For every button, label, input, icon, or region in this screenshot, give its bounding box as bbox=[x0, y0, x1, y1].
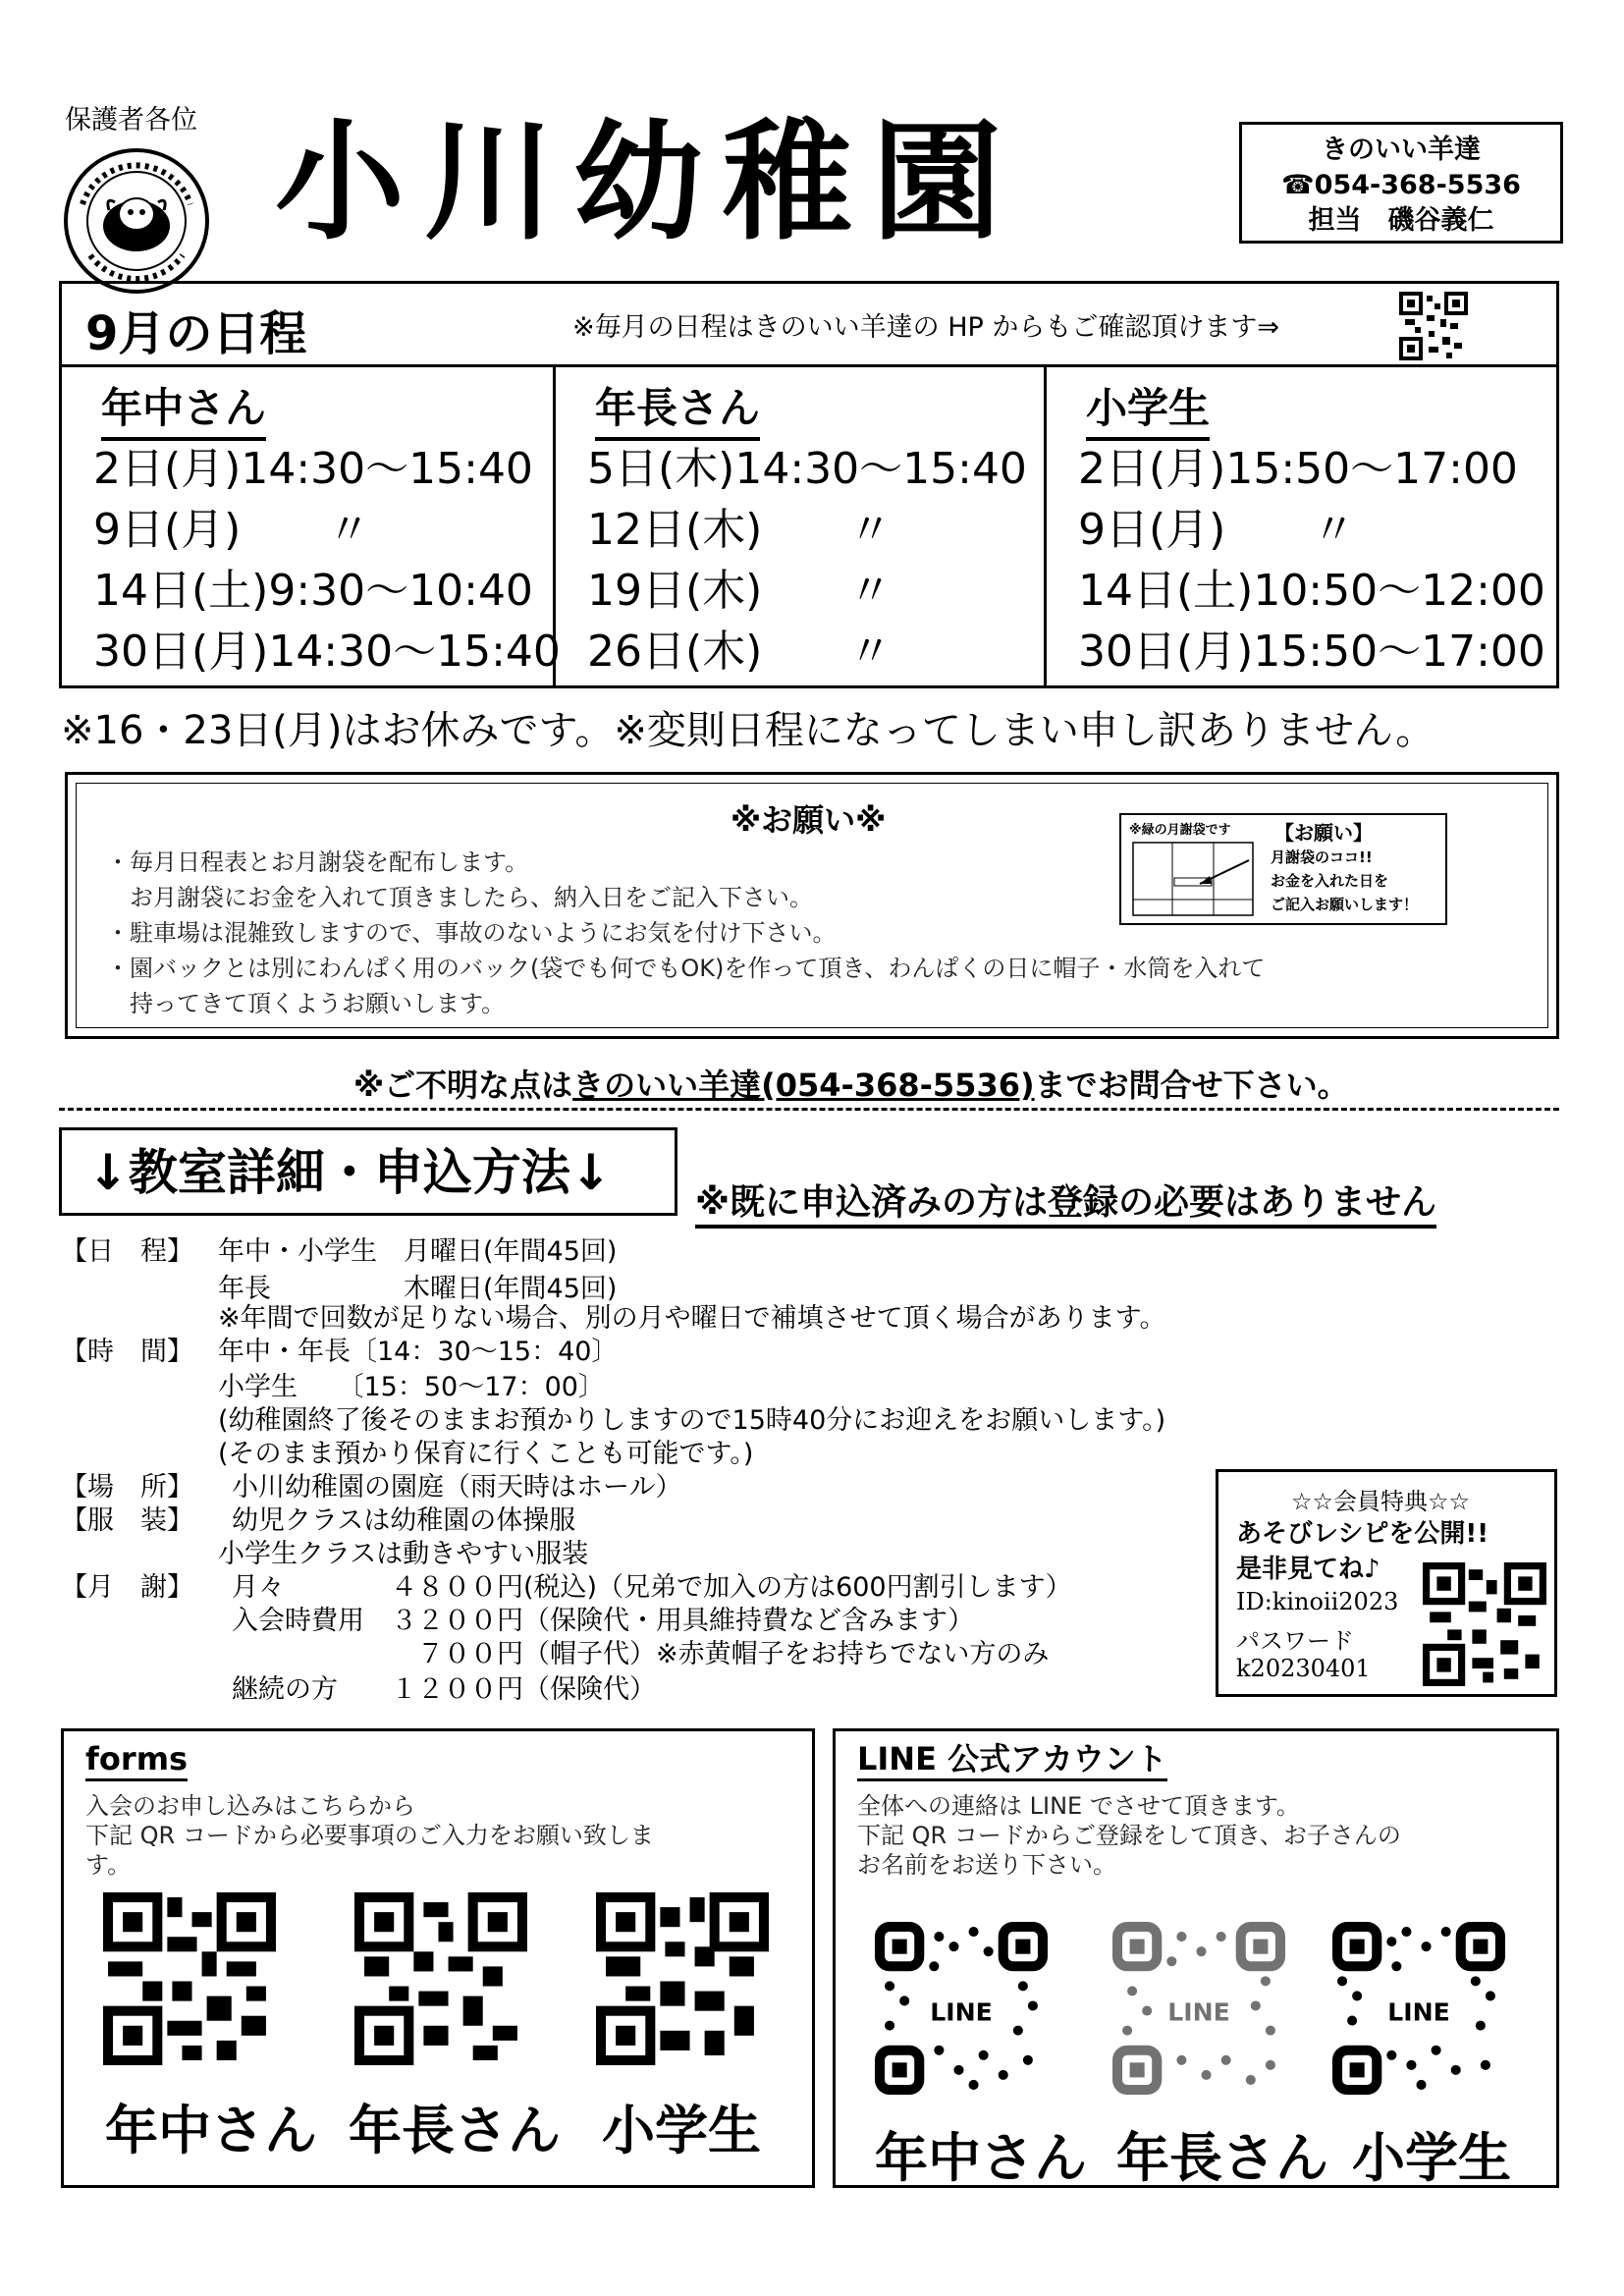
column-label: 年長さん bbox=[595, 376, 760, 441]
forms-qr-nencho-icon[interactable] bbox=[354, 1892, 527, 2065]
detail-line: (幼稚園終了後そのままお預かりしますので15時40分にお迎えをお願いします。) bbox=[218, 1405, 1166, 1436]
line-qr-nenchu-icon[interactable] bbox=[875, 1922, 1048, 2095]
line-qr-label: 年長さん bbox=[1116, 2127, 1328, 2189]
detail-line: ７００円（帽子代）※赤黄帽子をお持ちでない方のみ bbox=[232, 1639, 1050, 1669]
inquiry-note bbox=[353, 1061, 1349, 1106]
schedule-title: 9月の日程 bbox=[85, 306, 307, 361]
member-title: ☆☆会員特典☆☆ bbox=[1291, 1488, 1471, 1515]
forms-qr-elementary-icon[interactable] bbox=[596, 1892, 769, 2065]
schedule-line: 26日(木) 〃 bbox=[587, 627, 893, 677]
forms-qr-label: 年中さん bbox=[105, 2100, 317, 2161]
contact-org: きのいい羊達 bbox=[1322, 135, 1481, 165]
inquiry-suffix: までお問合せ下さい。 bbox=[1034, 1066, 1349, 1104]
schedule-line: 2日(月)14:30～15:40 bbox=[93, 444, 533, 494]
schedule-line: 30日(月)14:30～15:40 bbox=[93, 627, 561, 677]
schedule-column-nencho bbox=[553, 364, 1047, 688]
forms-line: 下記 QR コードから必要事項のご入力をお願い致しま bbox=[85, 1822, 654, 1849]
detail-line: 小学生 〔15：50～17：00〕 bbox=[218, 1372, 605, 1402]
holiday-note: ※16・23日(月)はお休みです。※変則日程になってしまい申し訳ありません。 bbox=[61, 708, 1435, 753]
member-line: あそびレシピを公開!! bbox=[1236, 1519, 1489, 1549]
schedule-line: 5日(木)14:30～15:40 bbox=[587, 444, 1027, 494]
schedule-table bbox=[59, 281, 1559, 688]
dashed-divider bbox=[59, 1108, 1559, 1111]
line-qr-text: LINE bbox=[930, 1997, 993, 2027]
guardians-salutation: 保護者各位 bbox=[65, 105, 197, 136]
detail-title: ↓教室詳細・申込方法↓ bbox=[59, 1127, 677, 1216]
line-line: 全体への連絡は LINE でさせて頂きます。 bbox=[857, 1792, 1300, 1820]
detail-line: 小川幼稚園の園庭（雨天時はホール） bbox=[232, 1472, 682, 1503]
member-id: ID:kinoii2023 bbox=[1236, 1588, 1399, 1615]
detail-key: 【場 所】 bbox=[61, 1472, 193, 1503]
schedule-column-nenchu bbox=[62, 364, 561, 688]
bag-label: ※緑の月謝袋です bbox=[1129, 823, 1231, 838]
member-line: 是非見てね♪ bbox=[1236, 1555, 1380, 1584]
detail-key: 【日 程】 bbox=[61, 1236, 193, 1267]
fee-bag-icon bbox=[1131, 841, 1255, 917]
schedule-line: 14日(土)9:30～10:40 bbox=[93, 566, 533, 616]
inquiry-contact[interactable]: きのいい羊達(054-368-5536) bbox=[572, 1066, 1035, 1104]
page-title: 小川幼稚園 bbox=[275, 107, 1021, 258]
line-qr-label: 小学生 bbox=[1352, 2127, 1511, 2189]
fee-bag-illustration bbox=[1119, 813, 1447, 925]
column-label: 小学生 bbox=[1086, 376, 1210, 441]
request-box bbox=[65, 772, 1559, 1039]
schedule-line: 9日(月) 〃 bbox=[1078, 505, 1356, 555]
detail-line: ※年間で回数が足りない場合、別の月や曜日で補填させて頂く場合があります。 bbox=[218, 1303, 1166, 1334]
detail-line: 小学生クラスは動きやすい服装 bbox=[218, 1539, 589, 1569]
request-title: ※お願い※ bbox=[731, 801, 887, 839]
request-box-inner bbox=[76, 783, 1548, 1028]
line-line: 下記 QR コードからご登録をして頂き、お子さんの bbox=[857, 1822, 1401, 1849]
request-line: ・園バックとは別にわんぱく用のバック(袋でも何でもOK)を作って頂き、わんぱくの日に帽子・水筒を入れて bbox=[106, 955, 1266, 982]
schedule-line: 14日(土)10:50～12:00 bbox=[1078, 566, 1545, 616]
line-qr-text: LINE bbox=[1167, 1997, 1230, 2027]
detail-line: 年中・小学生 月曜日(年間45回) bbox=[218, 1236, 618, 1267]
forms-line: す。 bbox=[85, 1851, 132, 1879]
request-line: ・駐車場は混雑致しますので、事故のないようにお気を付け下さい。 bbox=[106, 919, 837, 947]
detail-line: 入会時費用 ３２００円（保険代・用具維持費など含みます） bbox=[232, 1606, 974, 1636]
detail-key: 【時 間】 bbox=[61, 1337, 193, 1367]
detail-line: 幼児クラスは幼稚園の体操服 bbox=[232, 1505, 576, 1536]
schedule-line: 12日(木) 〃 bbox=[587, 505, 893, 555]
bag-note: 月謝袋のココ!! bbox=[1271, 848, 1373, 866]
request-line: ・毎月日程表とお月謝袋を配布します。 bbox=[106, 848, 529, 876]
member-password: k20230401 bbox=[1236, 1655, 1371, 1682]
forms-title: forms bbox=[85, 1739, 188, 1781]
member-qr-code-icon[interactable] bbox=[1423, 1562, 1546, 1686]
line-qr-text: LINE bbox=[1387, 1997, 1450, 2027]
line-qr-label: 年中さん bbox=[875, 2127, 1087, 2189]
line-qr-nencho-icon[interactable] bbox=[1112, 1922, 1285, 2095]
detail-line: 継続の方 １２００円（保険代） bbox=[232, 1674, 656, 1705]
bag-title: 【お願い】 bbox=[1274, 821, 1373, 845]
forms-line: 入会のお申し込みはこちらから bbox=[85, 1792, 415, 1820]
already-registered-note: ※既に申込済みの方は登録の必要はありません bbox=[695, 1175, 1436, 1229]
member-password-label: パスワード bbox=[1236, 1627, 1354, 1655]
line-title: LINE 公式アカウント bbox=[857, 1739, 1167, 1781]
schedule-header bbox=[62, 284, 1556, 367]
schedule-line: 2日(月)15:50～17:00 bbox=[1078, 444, 1518, 494]
contact-phone: ☎054-368-5536 bbox=[1281, 170, 1521, 200]
bag-note: お金を入れた日を bbox=[1271, 872, 1389, 890]
request-line: 持ってきて頂くようお願いします。 bbox=[106, 990, 506, 1017]
forms-qr-nenchu-icon[interactable] bbox=[103, 1892, 276, 2065]
schedule-line: 9日(月) 〃 bbox=[93, 505, 371, 555]
detail-line: 年長 木曜日(年間45回) bbox=[218, 1274, 618, 1304]
line-qr-elementary-icon[interactable] bbox=[1332, 1922, 1505, 2095]
detail-line: (そのまま預かり保育に行くことも可能です。) bbox=[218, 1439, 754, 1469]
contact-box bbox=[1239, 122, 1563, 244]
line-line: お名前をお送り下さい。 bbox=[857, 1851, 1116, 1879]
forms-qr-label: 年長さん bbox=[349, 2100, 561, 2161]
hp-qr-code-icon[interactable] bbox=[1399, 292, 1468, 360]
detail-line: 月々 ４８００円(税込)（兄弟で加入の方は600円割引します） bbox=[232, 1572, 1072, 1603]
detail-key: 【月 謝】 bbox=[61, 1572, 193, 1603]
request-line: お月謝袋にお金を入れて頂きましたら、納入日をご記入下さい。 bbox=[106, 884, 813, 911]
detail-key: 【服 装】 bbox=[61, 1505, 193, 1536]
schedule-line: 30日(月)15:50～17:00 bbox=[1078, 627, 1545, 677]
detail-line: 年中・年長〔14：30～15：40〕 bbox=[218, 1337, 619, 1367]
sheep-logo bbox=[61, 145, 212, 297]
schedule-line: 19日(木) 〃 bbox=[587, 566, 893, 616]
inquiry-prefix: ※ご不明な点は bbox=[353, 1066, 573, 1104]
hp-note: ※毎月の日程はきのいい羊達の HP からもご確認頂けます⇒ bbox=[572, 312, 1279, 343]
forms-box bbox=[61, 1728, 815, 2188]
member-benefit-box bbox=[1216, 1469, 1557, 1697]
line-account-box bbox=[833, 1728, 1559, 2188]
bag-note: ご記入お願いします！ bbox=[1271, 896, 1419, 913]
column-label: 年中さん bbox=[101, 376, 266, 441]
forms-qr-label: 小学生 bbox=[602, 2100, 761, 2161]
contact-staff: 担当 磯谷義仁 bbox=[1308, 205, 1494, 236]
schedule-column-elementary bbox=[1044, 364, 1559, 688]
